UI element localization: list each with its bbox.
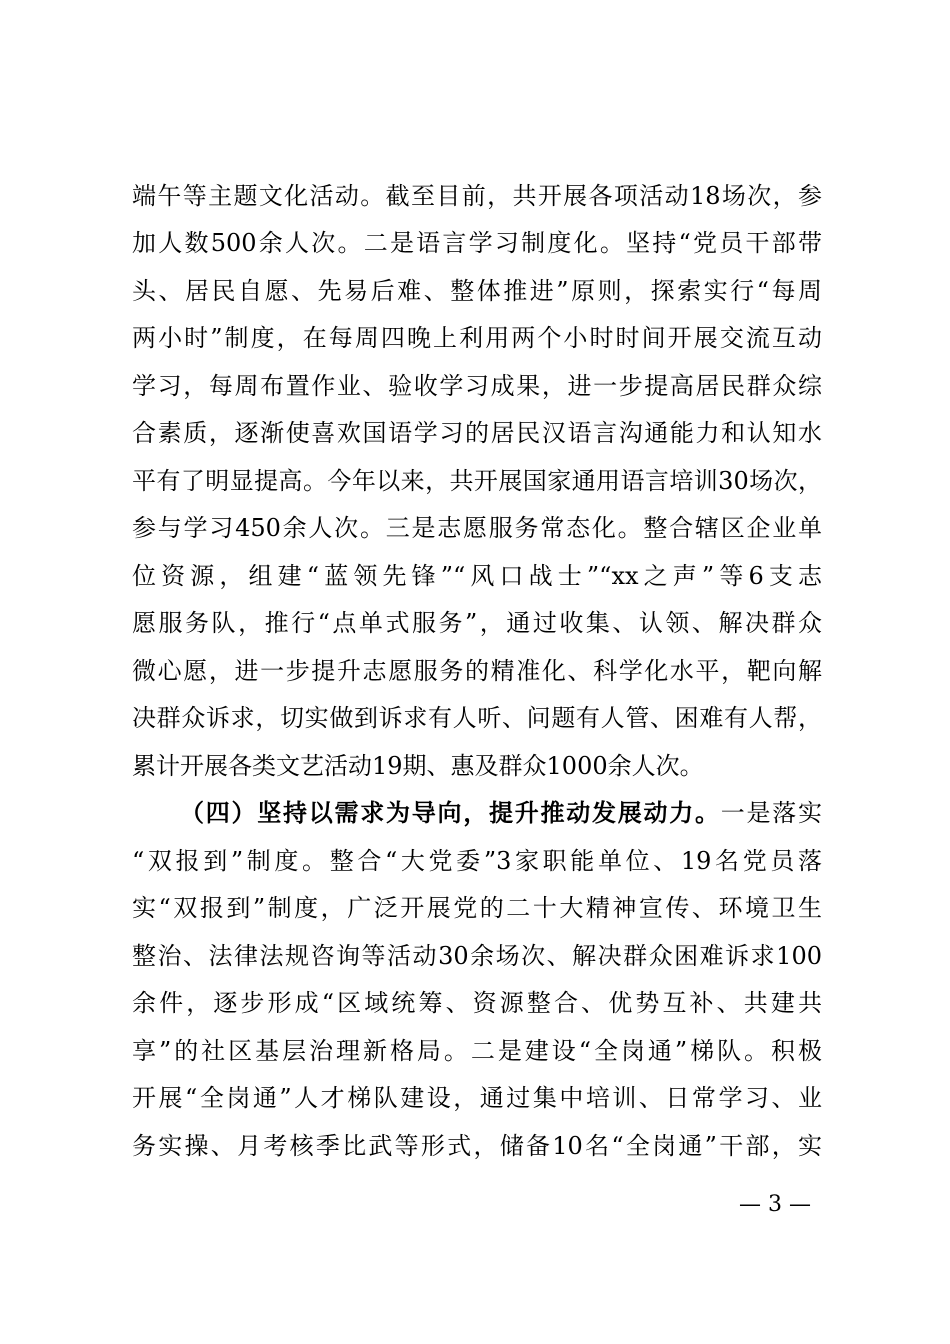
body-text-line: 加人数500余人次。二是语言学习制度化。坚持“党员干部带	[132, 229, 822, 257]
page-number: — 3 —	[739, 1192, 811, 1217]
body-text-line: 学习，每周布置作业、验收学习成果，进一步提高居民群众综	[132, 372, 822, 400]
body-text-line: 开展“全岗通”人才梯队建设，通过集中培训、日常学习、业	[132, 1084, 822, 1112]
body-text-line: 平有了明显提高。今年以来，共开展国家通用语言培训30场次，	[132, 467, 822, 495]
body-text-line: 整治、法律法规咨询等活动30余场次、解决群众困难诉求100	[132, 942, 822, 970]
body-text-line: 累计开展各类文艺活动19期、惠及群众1000余人次。	[132, 752, 704, 780]
body-text-line: 余件，逐步形成“区域统筹、资源整合、优势互补、共建共	[132, 989, 822, 1017]
body-text-line: 决群众诉求，切实做到诉求有人听、问题有人管、困难有人帮，	[132, 704, 822, 732]
section-4-first-line	[180, 793, 822, 833]
body-text-line: 头、居民自愿、先易后难、整体推进”原则，探索实行“每周	[132, 277, 822, 305]
section-4-heading: （四）坚持以需求为导向，提升推动发展动力。	[180, 798, 721, 827]
section-4-first-line-rest: 一是落实	[720, 799, 822, 827]
body-text-line: 两小时”制度，在每周四晚上利用两个小时时间开展交流互动	[132, 324, 822, 352]
body-text-line: 务实操、月考核季比武等形式，储备10名“全岗通”干部，实	[132, 1132, 822, 1160]
body-text-line: 合素质，逐渐使喜欢国语学习的居民汉语言沟通能力和认知水	[132, 419, 822, 447]
body-text-line: 参与学习450余人次。三是志愿服务常态化。整合辖区企业单	[132, 514, 822, 542]
body-text-line: 享”的社区基层治理新格局。二是建设“全岗通”梯队。积极	[132, 1037, 822, 1065]
body-text-line: 微心愿，进一步提升志愿服务的精准化、科学化水平，靶向解	[132, 657, 822, 685]
body-text-line: 实“双报到”制度，广泛开展党的二十大精神宣传、环境卫生	[132, 894, 822, 922]
body-text-line: “双报到”制度。整合“大党委”3家职能单位、19名党员落	[132, 847, 822, 875]
body-text-line: 位资源，组建“蓝领先锋”“风口战士”“xx之声”等6支志	[132, 562, 822, 590]
body-text-line: 愿服务队，推行“点单式服务”，通过收集、认领、解决群众	[132, 609, 822, 637]
body-text-line: 端午等主题文化活动。截至目前，共开展各项活动18场次，参	[132, 182, 822, 210]
